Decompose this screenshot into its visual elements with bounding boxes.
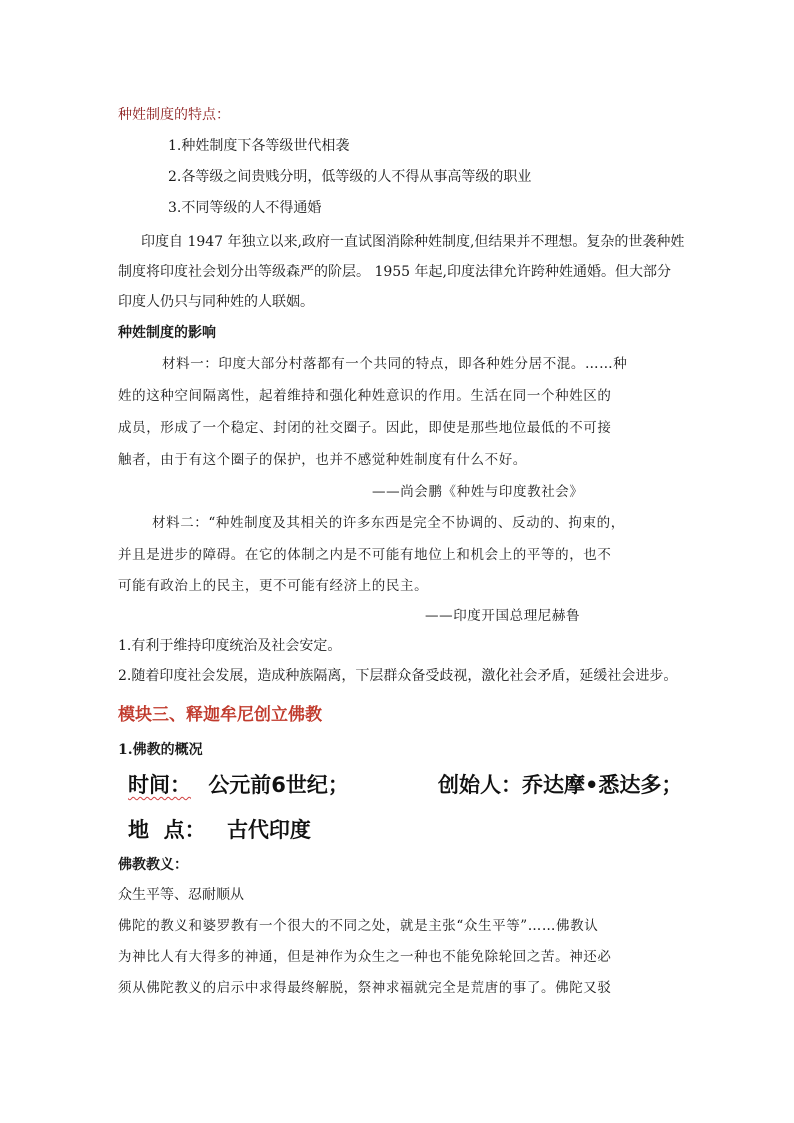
material2-line-2: 并且是进步的障碍。在它的体制之内是不可能有地位上和机会上的平等的，也不 [118, 547, 612, 563]
conclusion-2: 2.随着印度社会发展，造成种族隔离，下层群众备受歧视，激化社会矛盾，延缓社会进步。 [118, 668, 678, 684]
quote-line-2: 为神比人有大得多的神通，但是神作为众生之一种也不能免除轮回之苦。神还必 [118, 949, 612, 965]
quote-line-1: 佛陀的教义和婆罗教有一个很大的不同之处，就是主张“众生平等”……佛教认 [118, 918, 599, 934]
feature-item-1: 1.种姓制度下各等级世代相袭 [168, 138, 350, 154]
material2-source: ——印度开国总理尼赫鲁 [425, 608, 581, 624]
doctrine-heading: 佛教教义： [118, 857, 188, 873]
caste-impact-heading: 种姓制度的影响 [118, 325, 216, 341]
module3-subheading: 1.佛教的概况 [118, 742, 203, 758]
material1-line-1: 材料一：印度大部分村落都有一个共同的特点，即各种姓分居不混。……种 [162, 356, 628, 372]
place-value: 古代印度 [226, 818, 311, 842]
module3-title: 模块三、释迦牟尼创立佛教 [118, 705, 322, 725]
intro-para-line-3: 印度人仍只与同种姓的人联姻。 [118, 294, 314, 310]
material1-source: ——尚会鹏《种姓与印度教社会》 [372, 484, 584, 500]
caste-features-heading: 种姓制度的特点： [118, 107, 230, 123]
material1-line-4: 触者，由于有这个圈子的保护，也并不感觉种姓制度有什么不好。 [118, 452, 527, 468]
time-value: 公元前6世纪； [208, 773, 349, 797]
material1-line-2: 姓的这种空间隔离性，起着维持和强化种姓意识的作用。生活在同一个种姓区的 [118, 388, 612, 404]
quote-line-3: 须从佛陀教义的启示中求得最终解脱，祭神求福就完全是荒唐的事了。佛陀又驳 [118, 980, 612, 996]
conclusion-1: 1.有利于维持印度统治及社会安定。 [118, 638, 342, 654]
material2-line-1: 材料二：“种姓制度及其相关的许多东西是完全不协调的、反动的、拘束的， [152, 515, 625, 531]
founder-text: 创始人：乔达摩•悉达多； [438, 773, 683, 797]
time-row [128, 769, 349, 799]
feature-item-2: 2.各等级之间贵贱分明，低等级的人不得从事高等级的职业 [168, 169, 532, 185]
intro-para-line-2: 制度将印度社会划分出等级森严的阶层。 1955 年起,印度法律允许跨种姓通婚。但大部分 [118, 264, 671, 280]
doctrine-line: 众生平等、忍耐顺从 [118, 887, 244, 903]
place-row [128, 814, 311, 844]
feature-item-3: 3.不同等级的人不得通婚 [168, 200, 322, 216]
material2-line-3: 可能有政治上的民主，更不可能有经济上的民主。 [118, 578, 429, 594]
intro-para-line-1: 印度自 1947 年独立以来,政府一直试图消除种姓制度,但结果并不理想。复杂的世袭种姓 [141, 234, 685, 250]
material1-line-3: 成员，形成了一个稳定、封闭的社交圈子。因此，即使是那些地位最低的不可接 [118, 420, 612, 436]
time-label: 时间： [128, 773, 191, 797]
place-label: 地 点： [128, 818, 206, 842]
